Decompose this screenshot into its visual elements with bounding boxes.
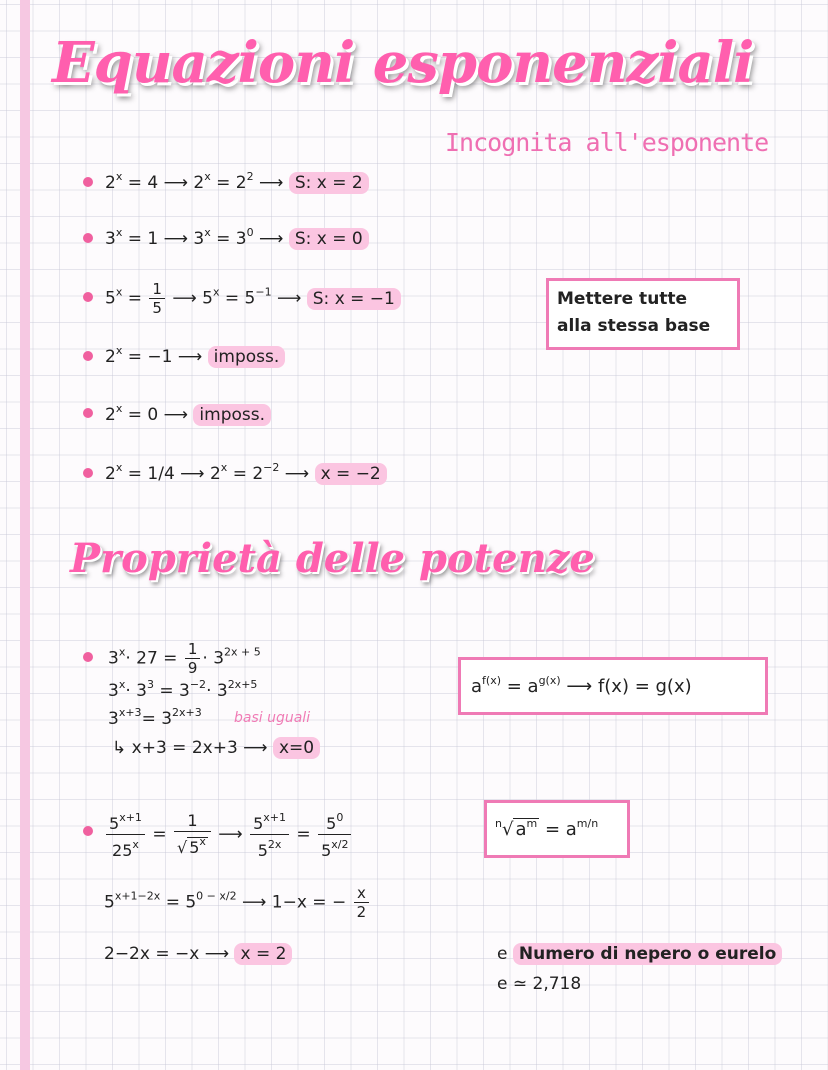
base-tip-box [546,278,740,350]
arrow-icon: ⟶ [218,824,243,845]
arrow-icon: ⟶ [163,173,188,193]
same-bases-note: basi uguali [234,710,311,726]
equation-2: 3$^x$ = 1 ⟶ $3^x = 3^0$ ⟶ S: x = 0 [105,226,369,249]
solution-highlight: S: x = −1 [307,288,401,310]
e-definition: e Numero di nepero o eurelo [497,944,782,964]
arrow-icon: ⟶ [177,347,203,367]
equation-5: 2$^x$ = 0 ⟶ imposs. [105,402,271,425]
base-tip-line-1: Mettere tutte [557,289,688,309]
page-subtitle: Incognita all'esponente [445,128,769,157]
e-name-highlight: Numero di nepero o eurelo [513,943,782,965]
example-1-line-4: ↳ x+3 = 2x+3 ⟶ x=0 [112,738,320,758]
solution-highlight: x=0 [273,737,320,759]
e-value: e ≃ 2,718 [497,974,582,994]
radical-icon: √ [501,819,514,840]
bullet [83,351,93,361]
radical-icon: √ [176,838,188,857]
equation-1: 2$^x$ = 4 ⟶ $2^x = 2^2$ ⟶ S: x = 2 [105,170,369,193]
example-2-line-3: 2−2x = −x ⟶ x = 2 [104,944,292,964]
solution-highlight: S: x = 2 [289,172,369,194]
example-1-line-2: $3^x\cdot 3^3 = 3^{-2}\cdot 3^{2x+5}$ [108,678,258,701]
solution-highlight: x = 2 [234,943,292,965]
arrow-icon: ⟶ [566,676,593,697]
bullet [83,652,93,662]
result-highlight: imposs. [193,404,271,426]
bullet [83,826,93,836]
example-1-line-3: $3^{x+3}= 3^{2x+3}$ [108,706,202,729]
example-1-line-1: $3^x\cdot 27$ = $\frac{1}{9}$ · $3^{2x + 5}$ [108,640,261,677]
arrow-icon: ⟶ [180,464,205,484]
equation-6: 2$^x$ = 1/4 ⟶ $2^x = 2^{-2}$ ⟶ x = −2 [105,461,387,484]
example-2-line-2: $5^{x+1-2x} = 5^{0 - x/2}$ ⟶ 1−x = − $\frac{x}{2}$ [104,884,371,921]
margin-bar [20,0,30,1070]
hook-arrow-icon: ↳ [112,738,127,758]
arrow-icon: ⟶ [259,173,284,193]
arrow-icon: ⟶ [276,288,302,309]
arrow-icon: ⟶ [259,229,284,249]
section-title: Proprietà delle potenze [70,535,595,582]
example-2-line-1: $\frac{5^{x+1}}{25^x}$ = $\frac{1}{√ 5^x}$ ⟶ $\frac{5^{x+1}}{5^{2x}}$ = $\frac{5^0}{5^{x/2}}$ [104,808,353,861]
solution-highlight: S: x = 0 [289,228,369,250]
bullet [83,408,93,418]
arrow-icon: ⟶ [242,892,267,913]
result-highlight: imposs. [208,346,286,368]
equation-3: 5$^x$ = $\frac{1}{5}$ ⟶ $5^x = 5^{-1}$ ⟶ S: x = −1 [105,280,401,317]
arrow-icon: ⟶ [163,405,188,425]
base-tip-line-2: alla stessa base [557,316,711,336]
root-formula-box: $^n$√ $a^m = a^{m/n}$ [484,800,630,858]
bullet [83,468,93,478]
bullet [83,177,93,187]
solution-highlight: x = −2 [315,463,387,485]
arrow-icon: ⟶ [284,464,310,484]
arrow-icon: ⟶ [163,229,188,249]
arrow-icon: ⟶ [204,944,230,964]
formula-box: $a^{f(x)} = a^{g(x)}$ ⟶ f(x) = g(x) [458,657,768,715]
page-title: Equazioni esponenziali [52,30,754,96]
arrow-icon: ⟶ [243,738,268,758]
bullet [83,292,93,302]
bullet [83,233,93,243]
equation-4: 2$^x$ = −1 ⟶ imposs. [105,344,285,367]
arrow-icon: ⟶ [172,288,197,309]
